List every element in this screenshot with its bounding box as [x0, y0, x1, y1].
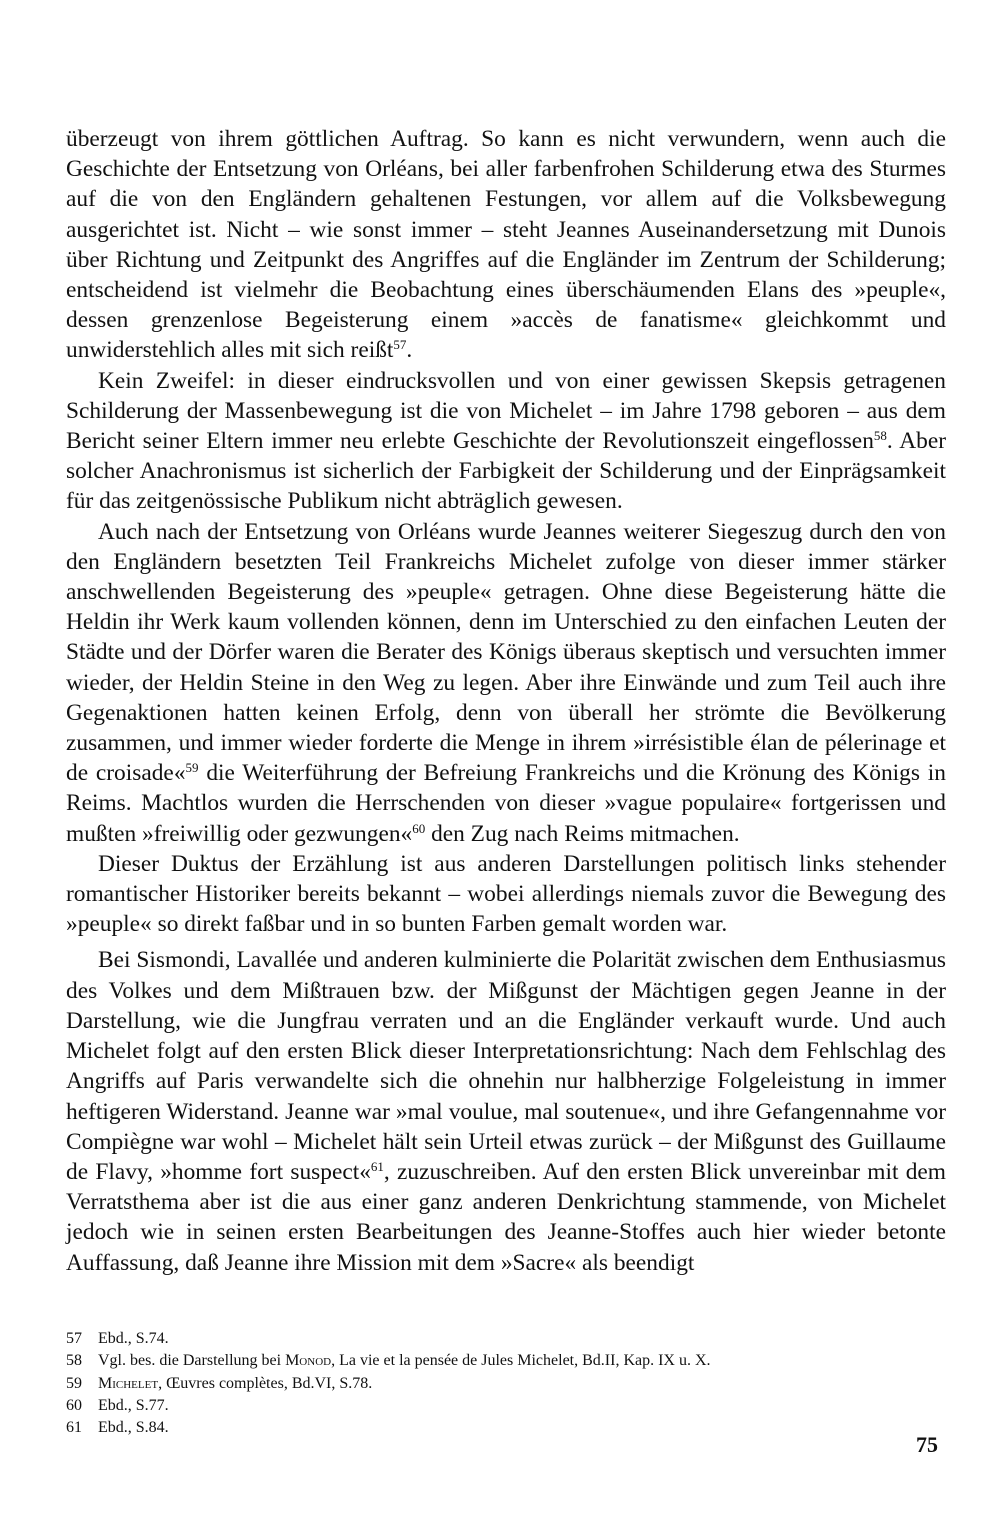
footnote [66, 1350, 946, 1372]
footnotes [66, 1328, 946, 1439]
footnote-number: 59 [66, 1374, 82, 1392]
page-number: 75 [916, 1432, 938, 1457]
body-text [66, 124, 946, 1278]
footnote-text: Ebd., S.74. [98, 1330, 169, 1347]
footnote-reference[interactable]: 57 [393, 337, 407, 353]
footnote [66, 1373, 946, 1395]
footnote-reference[interactable]: 59 [185, 760, 199, 776]
paragraph [66, 366, 946, 517]
footnote-reference[interactable]: 60 [412, 820, 426, 836]
paragraph [66, 945, 946, 1277]
paragraph [66, 124, 946, 366]
footnote-number: 57 [66, 1330, 82, 1347]
footnote-text: Ebd., S.77. [98, 1396, 169, 1414]
author-name: Monod [285, 1352, 332, 1370]
paragraph-text: Auch nach der Entsetzung von Orléans wurde Jeannes weiterer Siegeszug durch den von den Engländern besetzten Teil Frankreichs Michelet zufolge von dieser immer stärker anschwellenden Begeisterung des »peuple« getragen. Ohne diese Begeisterung hätte die Heldin ihr Werk kaum vollenden können, denn im Unterschied zu den einfachen Leuten der Städte und der Dörfer waren die Berater des Königs überaus skeptisch und versuchten immer wieder, der Heldin Steine in den Weg zu legen. Aber ihre Einwände und zum Teil auch ihre Gegenaktionen hatten keinen Erfolg, denn von überall her strömte die Bevölkerung zusammen, und immer wieder forderte die Menge in ihrem »irrésistible élan de pélerinage et de croisade« [66, 518, 946, 787]
paragraph-text: überzeugt von ihrem göttlichen Auftrag. So kann es nicht verwundern, wenn auch die Geschichte der Entsetzung von Orléans, bei aller farbenfrohen Schilderung etwa des Sturmes auf die von den Engländern gehaltenen Festungen, vor allem auf die Volksbewegung ausgerichtet ist. Nicht – wie sonst immer – steht Jeannes Auseinandersetzung mit Dunois über Richtung und Zeitpunkt des Angriffes auf die Engländer im Zentrum der Schilderung; entscheidend ist vielmehr die Beobachtung eines überschäumenden Elans des »peuple«, dessen grenzenlose Begeisterung einem »accès de fanatisme« gleichkommt und unwiderstehlich alles mit sich reißt [66, 126, 946, 364]
footnote-reference[interactable]: 61 [370, 1158, 384, 1174]
paragraph-text: Kein Zweifel: in dieser eindrucksvollen und von einer gewissen Skepsis getragenen Schilderung der Massenbewegung ist die von Michelet – im Jahre 1798 geboren – aus dem Bericht seiner Eltern immer neu erlebte Geschichte der Revolutionszeit eingeflossen [66, 367, 946, 455]
footnote [66, 1395, 946, 1417]
paragraph-text: den Zug nach Reims mitmachen. [425, 820, 740, 847]
paragraph-text: , zuzuschreiben. Auf den ersten Blick unvereinbar mit dem Verratsthema aber ist die aus einer ganz anderen Denkrichtung stammende, von Michelet jedoch wie in seinen ersten Bearbeitungen des Jeanne-Stoffes auch hier wieder betonte Auffassung, daß Jeanne ihre Mission mit dem »Sacre« als beendigt [66, 1158, 946, 1276]
paragraph-text: . Aber solcher Anachronismus ist sicherlich der Farbigkeit der Schilderung und der Einprägsamkeit für das zeitgenössische Publikum nicht abträglich gewesen. [66, 428, 946, 515]
footnote [66, 1417, 946, 1439]
footnote-text: Ebd., S.84. [98, 1419, 169, 1437]
author-name: Michelet [98, 1374, 159, 1392]
paragraph-text: Dieser Duktus der Erzählung ist aus anderen Darstellungen politisch links stehender romantischer Historiker bereits bekannt – wobei allerdings niemals zuvor die Bewegung des »peuple« so direkt faßbar und in so bunten Farben gemalt worden war. [66, 850, 946, 938]
footnote-text: , Œuvres complètes, Bd.VI, S.78. [158, 1374, 373, 1392]
paragraph-text: . [406, 337, 413, 364]
paragraph-text: die Weiterführung der Befreiung Frankreichs und die Krönung des Königs in Reims. Machtlos wurden die Herrschenden von dieser »vague populaire« fortgerissen und mußten »freiwillig oder gezwungen« [66, 760, 946, 847]
paragraph [66, 517, 946, 849]
footnote-text: , La vie et la pensée de Jules Michelet, Bd.II, Kap. IX u. X. [331, 1352, 711, 1370]
paragraph [66, 849, 946, 940]
footnote-reference[interactable]: 58 [873, 428, 887, 444]
footnote-text: Vgl. bes. die Darstellung bei [98, 1352, 286, 1370]
footnote-number: 61 [66, 1419, 82, 1437]
footnote [66, 1328, 946, 1350]
paragraph-text: Bei Sismondi, Lavallée und anderen kulminierte die Polarität zwischen dem Enthusiasmus des Volkes und dem Mißtrauen bzw. der Mißgunst der Mächtigen gegen Jeanne in der Darstellung, wie die Jungfrau verraten und an die Engländer verkauft wurde. Und auch Michelet folgt auf den ersten Blick dieser Interpretationsrichtung: Nach dem Fehlschlag des Angriffs auf Paris verwandelte sich die ohnehin nur halbherzige Folgeleistung in immer heftigeren Widerstand. Jeanne war »mal voulue, mal soutenue«, und ihre Gefangennahme vor Compiègne war wohl – Michelet hält sein Urteil etwas zurück – der Mißgunst des Guillaume de Flavy, »homme fort suspect« [66, 947, 946, 1185]
footnote-number: 58 [66, 1352, 82, 1370]
footnote-number: 60 [66, 1396, 82, 1414]
